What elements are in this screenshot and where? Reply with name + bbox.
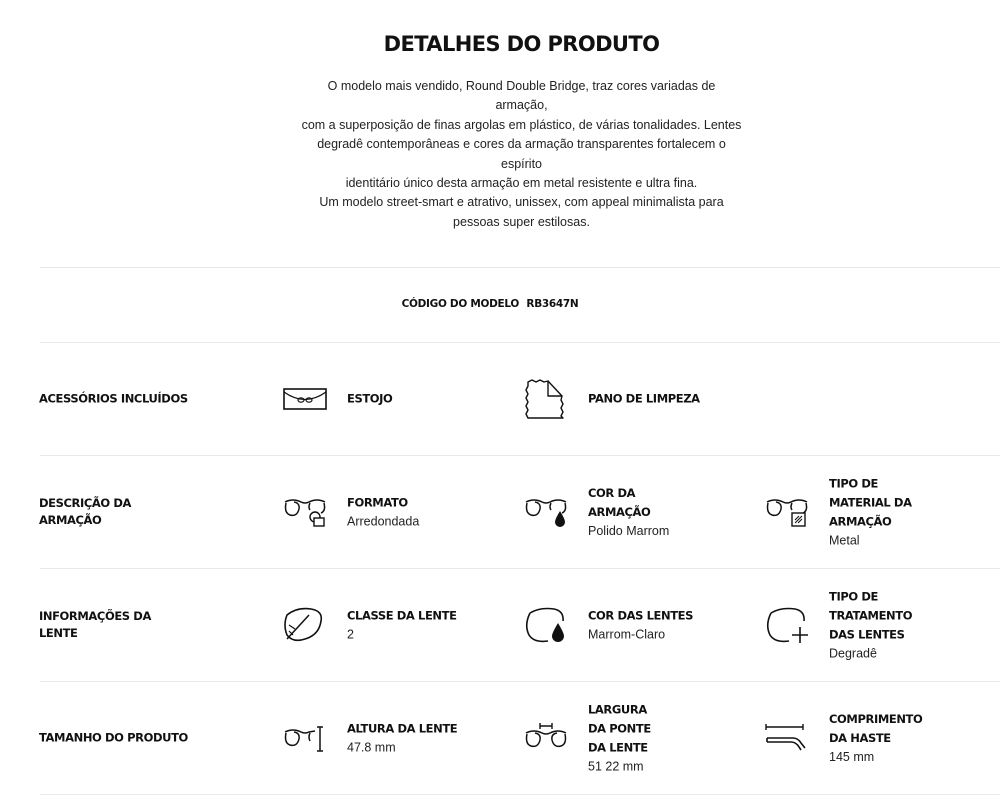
lens-height-icon	[283, 723, 327, 753]
cleaning-cloth-icon	[524, 378, 564, 420]
description-line: com a superposição de finas argolas em plástico, de várias tonalidades. Lentes	[301, 117, 742, 132]
lens-class-icon	[283, 605, 325, 645]
divider	[40, 568, 1000, 569]
spec-value: 51 22 mm	[588, 759, 644, 774]
row-label-lens: INFORMAÇÕES DA LENTE	[39, 609, 151, 640]
description-line: identitário único desta armação em metal resistente e ultra fina.	[345, 176, 698, 191]
spec-label: CLASSE DA LENTE	[347, 608, 457, 623]
model-code-label: CÓDIGO DO MODELO	[401, 298, 520, 310]
row-label-accessories: ACESSÓRIOS INCLUÍDOS	[39, 391, 188, 406]
spec-value: Arredondada	[347, 514, 420, 529]
spec-value: Polido Marrom	[588, 524, 670, 538]
spec-label: TIPO DE MATERIAL DA ARMAÇÃO	[829, 476, 912, 529]
spec-label: ALTURA DA LENTE	[347, 721, 458, 736]
spec-label: FORMATO	[347, 495, 408, 510]
row-label-size: TAMANHO DO PRODUTO	[39, 730, 188, 745]
divider	[40, 455, 1000, 456]
row-label-frame: DESCRIÇÃO DA ARMAÇÃO	[39, 496, 132, 527]
description-line: degradê contemporâneas e cores da armação transparentes fortalecem o espírito	[317, 137, 726, 171]
description-line: Um modelo street-smart e atrativo, unissex, com appeal minimalista para	[319, 195, 724, 210]
bridge-width-icon	[524, 723, 568, 753]
divider	[40, 267, 1000, 268]
lens-color-icon	[524, 605, 566, 645]
frame-shape-icon	[283, 497, 327, 527]
spec-value: 47.8 mm	[347, 740, 396, 755]
spec-label: COR DAS LENTES	[588, 608, 693, 623]
spec-value: 2	[347, 627, 354, 642]
spec-label: COR DA ARMAÇÃO	[588, 486, 651, 519]
spec-value: 145 mm	[829, 750, 875, 764]
divider	[40, 681, 1000, 682]
spec-label: LARGURA DA PONTE DA LENTE	[588, 702, 651, 755]
frame-color-icon	[524, 497, 568, 527]
lens-treatment-icon	[765, 605, 809, 645]
spec-value: Metal	[829, 533, 860, 548]
frame-material-icon	[765, 497, 809, 527]
accessory-label: ESTOJO	[347, 391, 393, 406]
temple-length-icon	[765, 723, 809, 753]
accessory-label: PANO DE LIMPEZA	[588, 391, 700, 406]
description-line: pessoas super estilosas.	[453, 214, 590, 229]
spec-label: COMPRIMENTO DA HASTE	[829, 712, 923, 745]
product-description	[300, 77, 743, 232]
spec-label: TIPO DE TRATAMENTO DAS LENTES	[829, 589, 913, 642]
description-line: O modelo mais vendido, Round Double Bridge, traz cores variadas de armação,	[327, 79, 716, 113]
divider	[40, 794, 1000, 795]
spec-value: Degradê	[829, 646, 877, 661]
case-icon	[283, 387, 327, 411]
spec-value: Marrom-Claro	[588, 627, 666, 642]
divider	[40, 342, 1000, 343]
section-title: DETALHES DO PRODUTO	[383, 32, 660, 56]
model-code-value: RB3647N	[526, 298, 579, 310]
model-code	[0, 298, 980, 310]
